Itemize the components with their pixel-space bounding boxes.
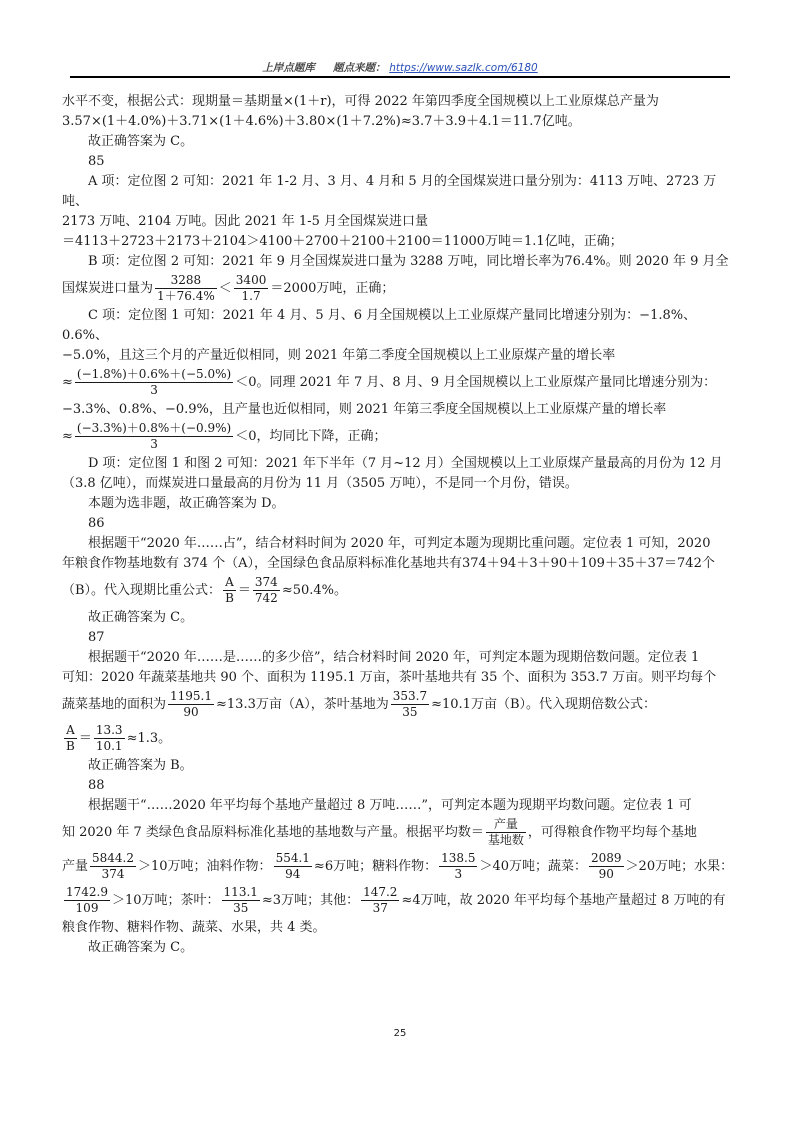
text-span: ＜0。同理 2021 年 7 月、8 月、9 月全国规模以上工业原煤产量同比增速分别为： bbox=[235, 375, 717, 390]
fraction bbox=[253, 575, 280, 606]
fraction bbox=[439, 851, 477, 882]
fraction bbox=[75, 421, 233, 452]
denominator: 109 bbox=[75, 901, 99, 915]
fraction bbox=[589, 851, 624, 882]
fraction-line bbox=[62, 816, 738, 850]
numerator: 1742.9 bbox=[66, 885, 108, 899]
text-line: （3.8 亿吨），而煤炭进口量最高的月份为 11 月（3505 万吨），不是同一个月份，错误。 bbox=[62, 476, 578, 491]
numerator: 3288 bbox=[155, 273, 217, 289]
denominator: 3 bbox=[454, 867, 463, 881]
fraction bbox=[223, 575, 236, 606]
numerator: 554.1 bbox=[275, 851, 310, 865]
text-span: ≈ bbox=[62, 429, 73, 444]
text-span: ≈ bbox=[62, 375, 73, 390]
numerator: 353.7 bbox=[392, 689, 428, 703]
numerator: 13.3 bbox=[95, 723, 123, 737]
denominator: 90 bbox=[183, 705, 199, 719]
text-span: ＝2000万吨，正确； bbox=[270, 281, 395, 296]
numerator: (−1.8%)＋0.6%＋(−5.0%) bbox=[76, 367, 232, 381]
text-line: A 项：定位图 2 可知：2021 年 1-2 月、3 月、4 月和 5 月的全国煤炭进口量分别为：4113 万吨、2723 万吨、 bbox=[62, 174, 717, 209]
fraction-line bbox=[62, 884, 738, 918]
header-rule bbox=[70, 76, 730, 78]
fraction bbox=[168, 689, 214, 720]
text-span: ≈4万吨，故 2020 年平均每个基地产量超过 8 万吨的有 bbox=[401, 893, 726, 908]
text-span: ＞20万吨；水果： bbox=[625, 859, 734, 874]
denominator: 37 bbox=[372, 901, 388, 915]
denominator: 35 bbox=[233, 901, 249, 915]
formula-line: ＝4113＋2723＋2173＋2104＞4100＋2700＋2100＋2100＝11000万吨＝1.1亿吨，正确； bbox=[62, 234, 623, 249]
text-span: ＞40万吨；蔬菜： bbox=[479, 859, 587, 874]
numerator: 2089 bbox=[591, 851, 622, 865]
numerator: 113.1 bbox=[223, 885, 258, 899]
numerator: 5844.2 bbox=[92, 851, 135, 865]
text-span: ≈50.4%。 bbox=[281, 583, 348, 598]
fraction bbox=[361, 885, 399, 916]
numerator: 产量 bbox=[486, 817, 526, 833]
denominator: 1.7 bbox=[241, 289, 261, 303]
numerator: (−3.3%)＋0.8%＋(−0.9%) bbox=[76, 421, 232, 435]
text-line: D 项：定位图 1 和图 2 可知：2021 年下半年（7 月~12 月）全国规模以上工业原煤产量最高的月份为 12 月 bbox=[88, 456, 723, 471]
answer-line: 故正确答案为 B。 bbox=[88, 758, 193, 773]
answer-line: 故正确答案为 C。 bbox=[88, 134, 194, 149]
text-line: B 项：定位图 2 可知：2021 年 9 月全国煤炭进口量为 3288 万吨，同比增长率为76.4%。则 2020 年 9 月全 bbox=[88, 254, 729, 269]
question-number: 85 bbox=[88, 154, 105, 169]
text-span: ＜ bbox=[218, 281, 232, 296]
denominator: 374 bbox=[101, 867, 125, 881]
header-link[interactable]: https://www.sazlk.com/6180 bbox=[389, 62, 538, 74]
text-span: ≈1.3。 bbox=[126, 731, 172, 746]
fraction bbox=[64, 723, 77, 754]
numerator: 147.2 bbox=[363, 885, 398, 899]
fraction-line bbox=[62, 420, 738, 454]
text-span: ≈10.1万亩（B）。代入现期倍数公式： bbox=[431, 697, 657, 712]
text-line: 粮食作物、糖料作物、蔬菜、水果，共 4 类。 bbox=[62, 920, 326, 935]
numerator: A bbox=[223, 575, 236, 591]
fraction-line bbox=[62, 366, 738, 400]
header-brand: 上岸点题库 bbox=[262, 62, 315, 74]
text-line: −3.3%、0.8%、−0.9%，且产量也近似相同，则 2021 年第三季度全国规模以上工业原煤产量的增长率 bbox=[62, 402, 667, 417]
text-line: 根据题干“2020 年……是……的多少倍”，结合材料时间 2020 年，可判定本题为现期倍数问题。定位表 1 bbox=[88, 650, 700, 665]
denominator: 基地数 bbox=[487, 833, 524, 847]
text-line: C 项：定位图 1 可知：2021 年 4 月、5 月、6 月全国规模以上工业原煤产量同比增速分别为：−1.8%、0.6%、 bbox=[62, 308, 697, 343]
denominator: 3 bbox=[150, 383, 158, 397]
denominator: 10.1 bbox=[95, 739, 123, 753]
answer-line: 本题为选非题，故正确答案为 D。 bbox=[88, 496, 285, 511]
page-header bbox=[0, 60, 800, 75]
header-label: 题点来题： bbox=[333, 62, 386, 74]
question-number: 88 bbox=[88, 778, 105, 793]
text-span: ＞10万吨；油料作物： bbox=[138, 859, 272, 874]
denominator: 94 bbox=[285, 867, 301, 881]
denominator: 3 bbox=[150, 437, 158, 451]
numerator: A bbox=[64, 723, 77, 739]
text-span: 蔬菜基地的面积为 bbox=[62, 697, 167, 712]
fraction-line bbox=[62, 850, 738, 884]
text-line: 年粮食作物基地数有 374 个（A），全国绿色食品原料标准化基地共有374＋94＋3＋90＋109＋35＋37＝742个 bbox=[62, 556, 715, 571]
text-span: ≈6万吨；糖料作物： bbox=[313, 859, 438, 874]
text-line: 根据题干“……2020 年平均每个基地产量超过 8 万吨……”，可判定本题为现期平均数问题。定位表 1 可 bbox=[88, 798, 692, 813]
text-span: ，可得粮食作物平均每个基地 bbox=[527, 825, 697, 840]
question-number: 87 bbox=[88, 630, 105, 645]
fraction bbox=[90, 851, 136, 882]
fraction-line bbox=[62, 574, 738, 608]
denominator: 742 bbox=[254, 591, 278, 605]
fraction bbox=[486, 817, 526, 848]
numerator: 374 bbox=[254, 575, 278, 589]
denominator: 1＋76.4% bbox=[157, 289, 215, 303]
text-line: 可知：2020 年蔬菜基地共 90 个、面积为 1195.1 万亩，茶叶基地共有 35 个、面积为 353.7 万亩。则平均每个 bbox=[62, 670, 717, 685]
denominator: B bbox=[225, 591, 234, 605]
answer-line: 故正确答案为 C。 bbox=[88, 610, 194, 625]
page-number: 25 bbox=[393, 1028, 407, 1039]
question-number: 86 bbox=[88, 516, 105, 531]
text-span: 知 2020 年 7 类绿色食品原料标准化基地的基地数与产量。根据平均数＝ bbox=[62, 825, 484, 840]
numerator: 3400 bbox=[235, 273, 267, 287]
fraction bbox=[94, 723, 125, 754]
text-line: 水平不变，根据公式：现期量＝基期量×(1＋r)，可得 2022 年第四季度全国规模以上工业原煤总产量为 bbox=[62, 94, 659, 109]
denominator: B bbox=[66, 739, 75, 753]
fraction-line bbox=[62, 272, 738, 306]
text-span: （B）。代入现期比重公式： bbox=[62, 583, 222, 598]
fraction bbox=[234, 273, 269, 304]
text-span: ＝ bbox=[78, 731, 92, 746]
text-span: 产量 bbox=[62, 859, 89, 874]
numerator: 1195.1 bbox=[170, 689, 213, 703]
fraction bbox=[391, 689, 429, 720]
denominator: 90 bbox=[598, 867, 614, 881]
fraction bbox=[75, 367, 233, 398]
fraction bbox=[155, 273, 217, 304]
text-span: ≈13.3万亩（A），茶叶基地为 bbox=[216, 697, 389, 712]
fraction-line bbox=[62, 688, 738, 722]
text-line: 根据题干“2020 年……占”，结合材料时间为 2020 年，可判定本题为现期比重问题。定位表 1 可知，2020 bbox=[88, 536, 711, 551]
formula-line: 3.57×(1＋4.0%)＋3.71×(1＋4.6%)＋3.80×(1＋7.2%)≈3.7＋3.9＋4.1＝11.7亿吨。 bbox=[62, 114, 581, 129]
text-line: −5.0%，且这三个月的产量近似相同，则 2021 年第二季度全国规模以上工业原煤产量的增长率 bbox=[62, 348, 616, 363]
text-span: ＞10万吨；茶叶： bbox=[112, 893, 220, 908]
fraction bbox=[274, 851, 312, 882]
text-span: 国煤炭进口量为 bbox=[62, 281, 154, 296]
denominator: 35 bbox=[402, 705, 418, 719]
fraction bbox=[222, 885, 260, 916]
fraction bbox=[64, 885, 110, 916]
numerator: 138.5 bbox=[441, 851, 476, 865]
text-span: ＜0，均同比下降，正确； bbox=[235, 429, 387, 444]
answer-line: 故正确答案为 C。 bbox=[88, 940, 194, 955]
text-span: ＝ bbox=[237, 583, 251, 598]
text-span: ≈3万吨；其他： bbox=[261, 893, 360, 908]
fraction-line bbox=[62, 722, 738, 756]
text-line: 2173 万吨、2104 万吨。因此 2021 年 1-5 月全国煤炭进口量 bbox=[62, 214, 428, 229]
document-body bbox=[62, 92, 738, 958]
